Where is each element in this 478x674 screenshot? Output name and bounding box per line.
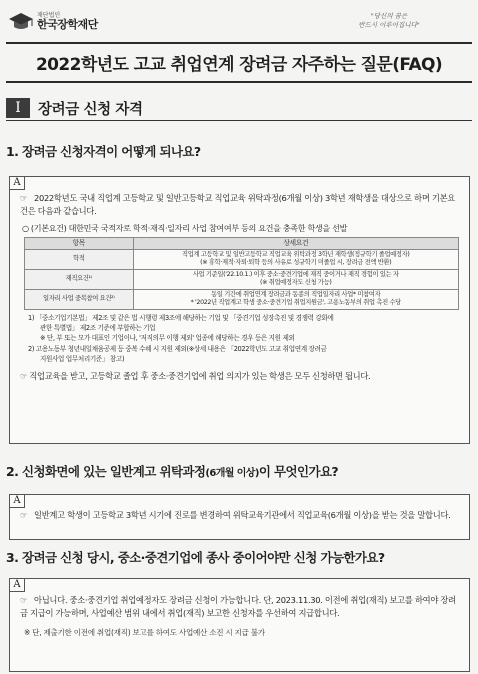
requirements-table [24, 237, 459, 310]
table-cell-detail: 사업 기준일('22.10.1.) 이후 중소·중견기업에 재직 중이거나 재직 경험이 있는 자 (※ 취업예정자도 신청 가능) [133, 269, 459, 289]
graduation-cap-icon [8, 10, 34, 32]
question-3: 3. 장려금 신청 당시, 중소·중견기업에 종사 중이어야만 신청 가능한가요? [6, 550, 385, 565]
footnote: ※ 단, 부 또는 모가 대표인 기업이나, '저직의무 이행 제외' 업종에 해당하는 경우 등은 지원 제외 [40, 334, 295, 343]
answer-tag: A [10, 579, 25, 592]
table-row [25, 269, 459, 289]
table-header: 상세요건 [133, 237, 459, 249]
kosaf-logo [8, 10, 98, 32]
table-cell-item: 재직요건¹⁾ [25, 269, 134, 289]
answer-tag: A [10, 495, 25, 508]
answer-3-text: ☞ 아닙니다. 중소·중견기업 취업예정자도 장려금 신청이 가능합니다. 단, 2023.11.30. 이전에 취업(재직) 보고를 하여야 장려금 지급이 가능하며, 사업예산 범위 내에서 취업(재직) 보고한 신청자를 우선하여 지급합니다. [20, 595, 456, 619]
logo-subtitle: 재단법인 [37, 11, 61, 19]
question-2: 2. 신청화면에 있는 일반계고 위탁과정(6개월 이상)이 무엇인가요? [6, 464, 339, 479]
answer-3-note: ※ 단, 제출기한 이전에 취업(재직) 보고를 하여도 사업예산 소진 시 지급 불가 [24, 627, 265, 637]
pointer-icon: ☞ [20, 510, 28, 520]
footnote: 1) 「중소기업기본법」 제2조 및 같은 법 시행령 제3조에 해당하는 기업 및 「중견기업 성장촉진 및 경쟁력 강화에 [28, 313, 334, 322]
logo-name: 한국장학재단 [37, 17, 98, 31]
answer-box-2 [9, 494, 470, 540]
answer-1-intro: ☞ 2022학년도 국내 직업계 고등학교 및 일반고등학교 직업교육 위탁과정(6개월 이상) 3학년 재학생을 대상으로 하며 기본요건은 다음과 같습니다. [20, 193, 456, 217]
answer-box-1 [9, 176, 470, 444]
table-row [25, 289, 459, 309]
footnote: 2) 고용노동부 청년내일채움공제 등 중복 수혜 시 지원 제외(※상세 내용은 「2022학년도 고교 취업연계 장려금 [28, 344, 327, 353]
table-cell-item: 일자리 사업 중복참여 요건²⁾ [25, 289, 134, 309]
table-row [25, 249, 459, 269]
answer-1-conclusion: ☞ 직업교육을 받고, 고등학교 졸업 후 중소·중견기업에 취업 의지가 있는 학생은 모두 신청하면 됩니다. [20, 370, 371, 381]
section-numeral: I [6, 98, 30, 118]
footnotes [10, 310, 469, 364]
table-cell-detail: 동일 기간에 취업연계 장려금과 동종의 직업일자리 사업* 미참여자 * '2022년 직업계고 학생 중소·중견기업 취업지원금', 고용노동부의 취업 촉진 수당 [133, 289, 459, 309]
footnote: 관한 특별법」 제2조 기준에 부합하는 기업 [40, 324, 156, 333]
section-header [6, 96, 472, 121]
table-header-row [25, 237, 459, 249]
answer-tag: A [10, 177, 25, 190]
table-cell-detail: 직업계 고등학교 및 일반고등학교 직업교육 위탁과정 3학년 재학생(정규학기 졸업예정자) (※ 휴학·제적·자퇴·퇴학 등의 사유로 성규학기 미졸업 시, 장려금 전액 반환) [133, 249, 459, 269]
pointer-icon: ☞ [20, 595, 28, 605]
slogan: "당신의 꿈은 반드시 이루어집니다" [358, 12, 420, 29]
answer-box-3 [9, 578, 470, 672]
answer-2-text: ☞ 일반계고 학생이 고등학교 3학년 시기에 진로를 변경하여 위탁교육기관에서 직업교육(6개월 이상)을 받는 것을 말합니다. [10, 509, 469, 522]
section-title: 장려금 신청 자격 [38, 101, 143, 118]
table-header: 항목 [25, 237, 134, 249]
question-1: 1. 장려금 신청자격이 어떻게 되나요? [6, 144, 201, 159]
basic-requirement: ○ (기본요건) 대한민국 국적자로 학적·재직·일자리 사업 참여여부 등의 요건을 충족한 학생을 선발 [22, 222, 348, 233]
document-title: 2022학년도 고교 취업연계 장려금 자주하는 질문(FAQ) [6, 42, 472, 83]
table-cell-item: 학적 [25, 249, 134, 269]
pointer-icon: ☞ [20, 193, 28, 203]
footnote: 지원사업 업무처리기준」 참고) [40, 354, 125, 363]
